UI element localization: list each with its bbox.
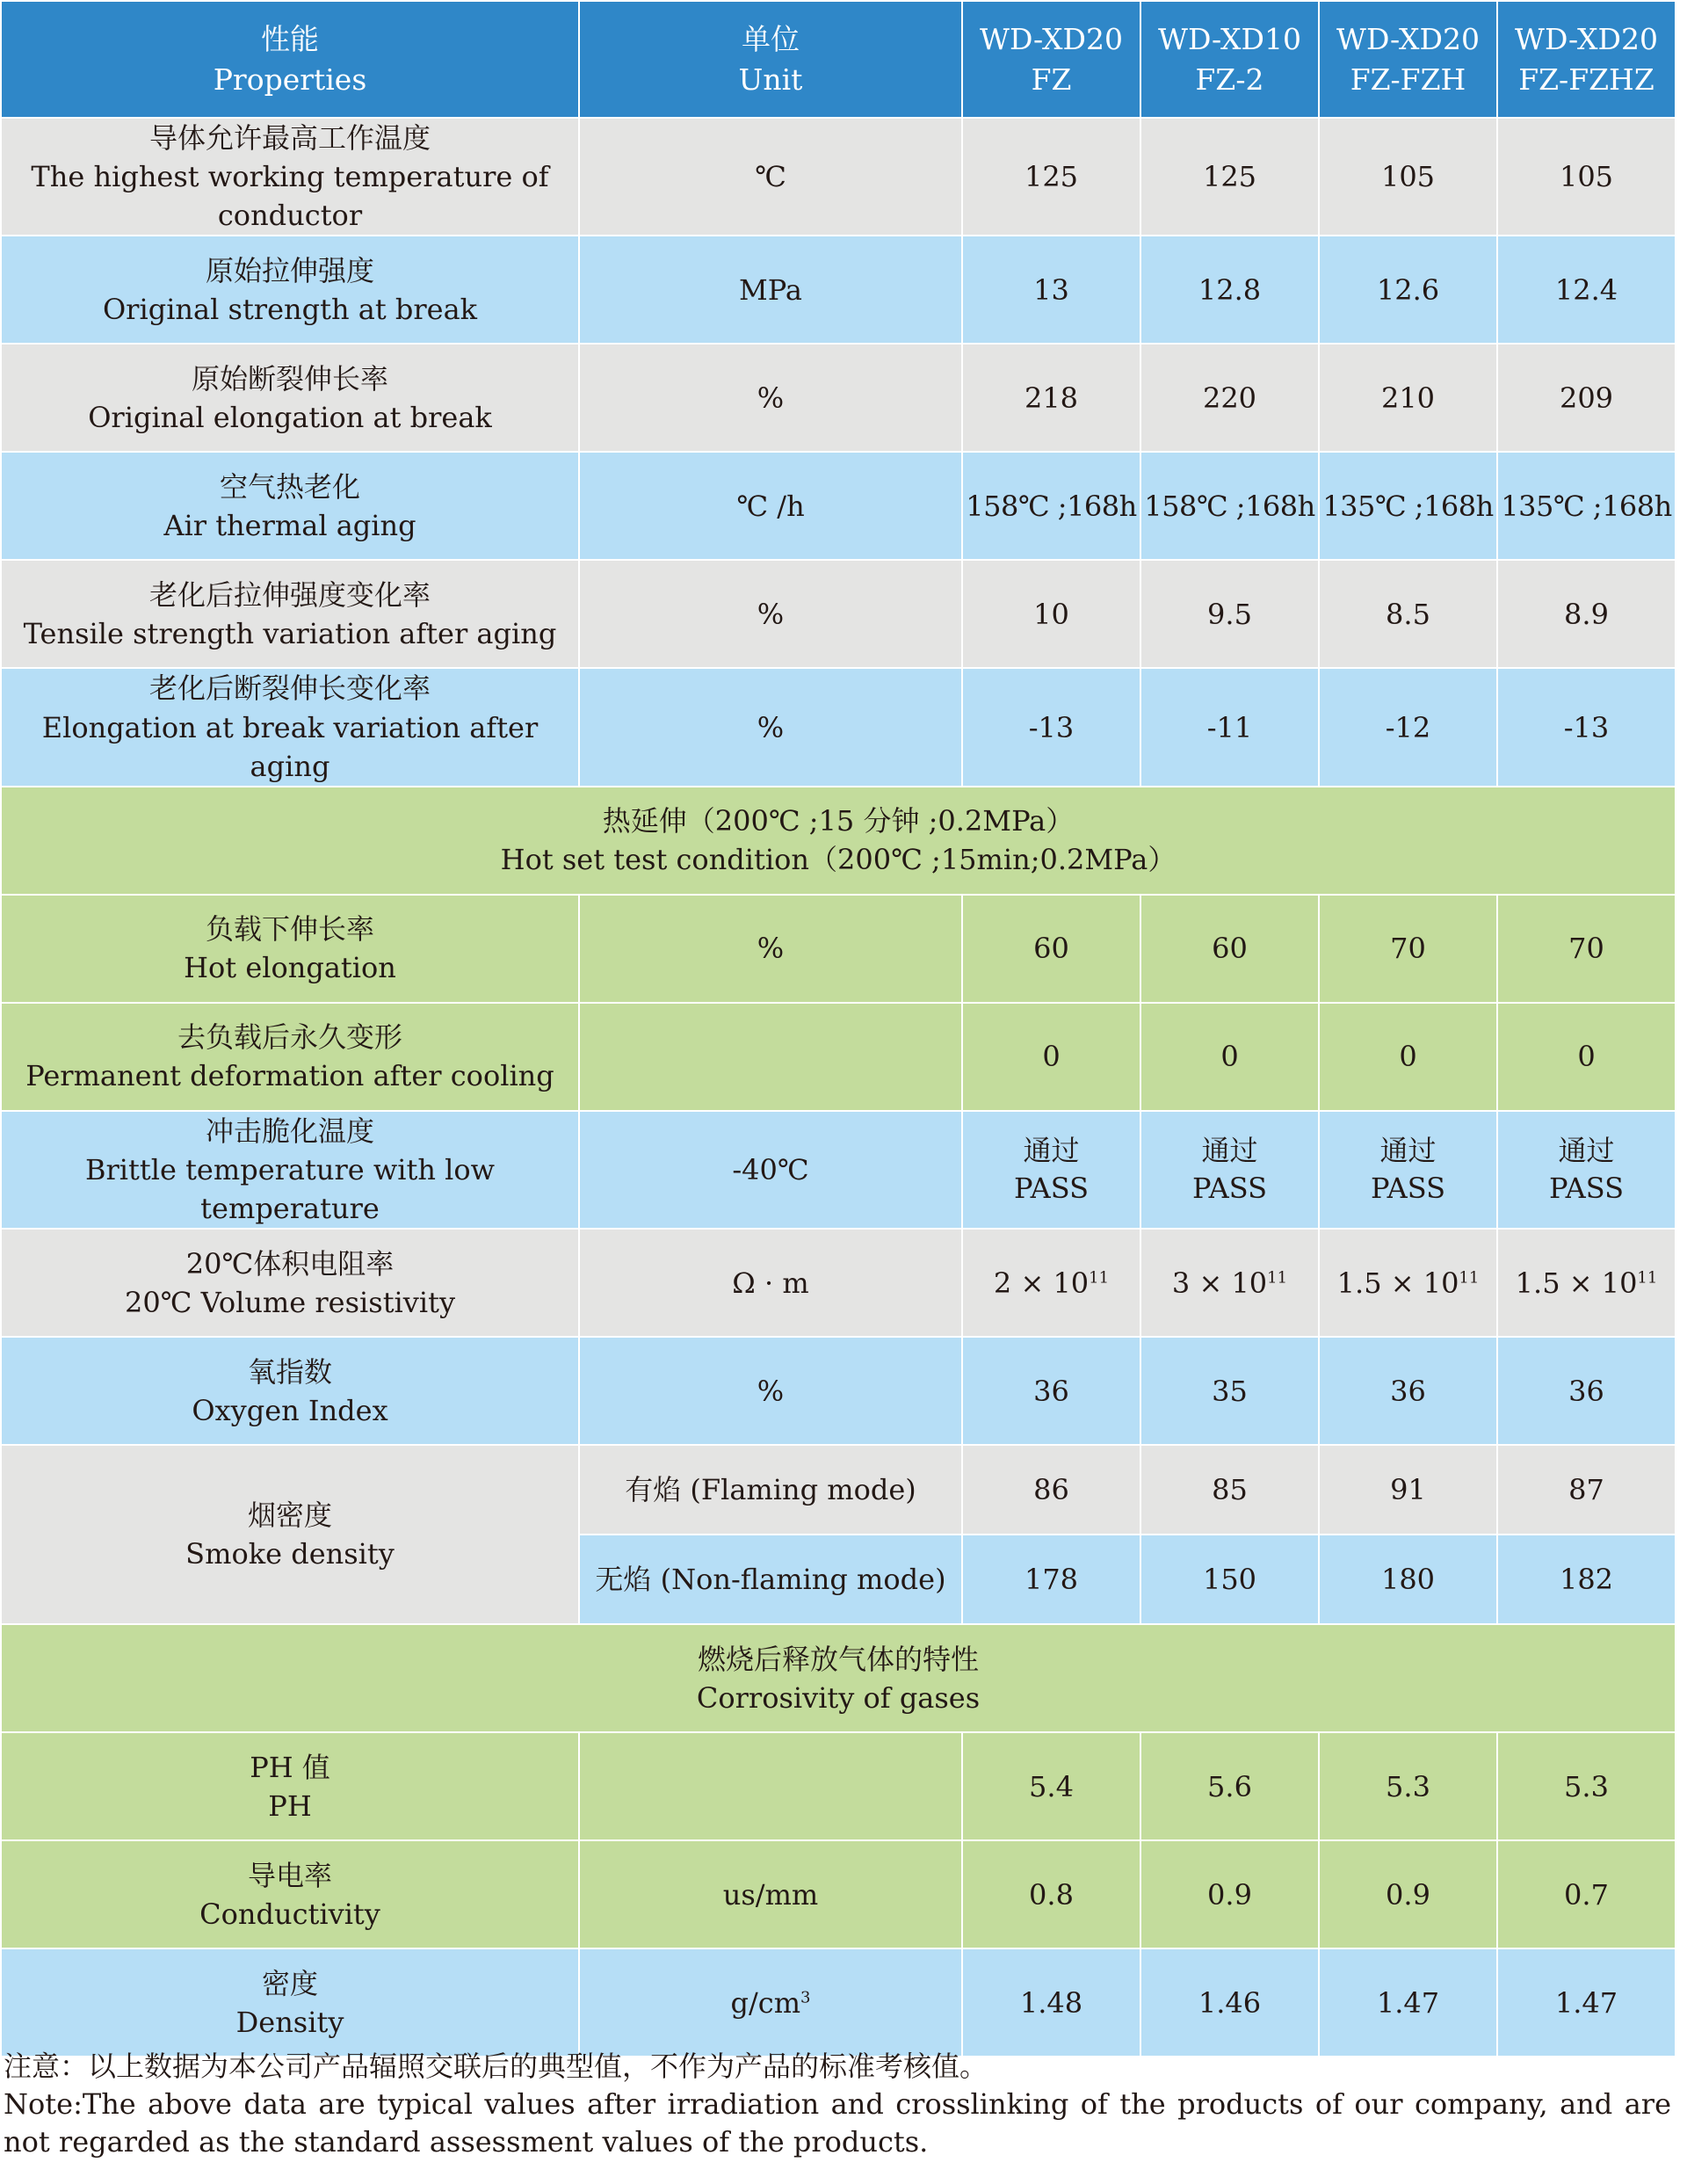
hot-set-title-zh: 热延伸（200℃ ;15 分钟 ;0.2MPa）	[602, 804, 1075, 838]
table-row	[1, 1732, 1676, 1840]
value-cell: 0.7	[1497, 1840, 1676, 1948]
value-text: 158℃ ;168h	[1144, 489, 1315, 523]
value-cell: 125	[962, 118, 1140, 236]
value-cell: 220	[1140, 344, 1319, 452]
property-name	[1, 452, 579, 560]
property-name-en: Tensile strength variation after aging	[23, 616, 557, 650]
property-name-en: Elongation at break variation after aging	[41, 710, 539, 783]
value-cell	[1140, 1111, 1319, 1229]
value-cell: 36	[1319, 1337, 1497, 1445]
property-name	[1, 1003, 579, 1111]
unit-cell: %	[579, 668, 962, 786]
property-name-zh: 密度	[261, 1966, 318, 2000]
value-cell: 105	[1497, 118, 1676, 236]
model-1-line-2: FZ	[1031, 62, 1072, 97]
value-cell: 86	[962, 1445, 1140, 1535]
header-model-2	[1140, 1, 1319, 118]
property-name-zh: 去负载后永久变形	[177, 1020, 402, 1055]
value-cell: 125	[1140, 118, 1319, 236]
value-cell	[1140, 1229, 1319, 1337]
model-1-line-1: WD-XD20	[980, 21, 1123, 56]
value-cell: 0	[1319, 1003, 1497, 1111]
property-name-zh: 老化后拉伸强度变化率	[148, 577, 431, 612]
property-name-zh: 原始拉伸强度	[205, 253, 374, 287]
value-cell: 1.47	[1319, 1948, 1497, 2057]
value-cell	[1319, 1229, 1497, 1337]
property-name	[1, 118, 579, 236]
property-name	[1, 236, 579, 344]
value-cell: 1.48	[962, 1948, 1140, 2057]
value-cell	[1497, 1111, 1676, 1229]
property-name-en: Air thermal aging	[163, 508, 416, 542]
property-name	[1, 560, 579, 668]
property-name-en: Permanent deformation after cooling	[25, 1059, 554, 1093]
header-unit-zh: 单位	[742, 21, 800, 56]
property-name-en: Original elongation at break	[88, 400, 492, 434]
value-cell: 35	[1140, 1337, 1319, 1445]
value-cell: 60	[962, 895, 1140, 1003]
table-row	[1, 1840, 1676, 1948]
property-name-zh: 导电率	[247, 1858, 332, 1892]
value-base: 1.5 × 10	[1336, 1266, 1459, 1300]
value-cell: 12.4	[1497, 236, 1676, 344]
value-cell: -13	[1497, 668, 1676, 786]
value-cell: 210	[1319, 344, 1497, 452]
property-name-zh: 老化后断裂伸长变化率	[148, 671, 431, 706]
property-name-en: The highest working temperature of conductor	[31, 160, 549, 233]
value-cell: 85	[1140, 1445, 1319, 1535]
value-cell: 182	[1497, 1535, 1676, 1624]
value-cell: 1.47	[1497, 1948, 1676, 2057]
value-cell: 5.6	[1140, 1732, 1319, 1840]
property-name-en: Conductivity	[199, 1897, 380, 1931]
section-header-gases	[1, 1624, 1676, 1732]
table-row	[1, 118, 1676, 236]
value-cell: -12	[1319, 668, 1497, 786]
value-cell: 150	[1140, 1535, 1319, 1624]
value-cell: 5.3	[1497, 1732, 1676, 1840]
pass-en: PASS	[1371, 1172, 1445, 1206]
value-cell	[1497, 452, 1676, 560]
value-cell: 12.8	[1140, 236, 1319, 344]
table-row	[1, 560, 1676, 668]
value-cell	[962, 1229, 1140, 1337]
value-cell	[962, 1111, 1140, 1229]
value-cell: -13	[962, 668, 1140, 786]
property-name-zh: PH 值	[250, 1750, 330, 1784]
unit-cell: ℃	[579, 118, 962, 236]
unit-exponent: 3	[800, 1988, 811, 2007]
unit-cell: %	[579, 344, 962, 452]
value-cell: 0	[1140, 1003, 1319, 1111]
property-name-zh: 导体允许最高工作温度	[148, 121, 431, 155]
unit-cell: Ω · m	[579, 1229, 962, 1337]
property-name-zh: 负载下伸长率	[205, 912, 374, 947]
value-cell: 13	[962, 236, 1140, 344]
gases-title	[1, 1624, 1676, 1732]
value-cell: 180	[1319, 1535, 1497, 1624]
table-row	[1, 452, 1676, 560]
value-cell	[1140, 452, 1319, 560]
header-properties-en: Properties	[213, 62, 367, 97]
value-exponent: 11	[1637, 1268, 1658, 1288]
value-exponent: 11	[1459, 1268, 1480, 1288]
header-model-4	[1497, 1, 1676, 118]
header-unit	[579, 1, 962, 118]
value-cell: 5.3	[1319, 1732, 1497, 1840]
section-header-hot-set	[1, 787, 1676, 895]
gases-title-zh: 燃烧后释放气体的特性	[697, 1642, 979, 1676]
property-name-en: Brittle temperature with low temperature	[84, 1153, 496, 1226]
value-cell: 0	[1497, 1003, 1676, 1111]
header-unit-en: Unit	[738, 62, 803, 97]
unit-base: g/cm	[730, 1985, 801, 2020]
model-4-line-1: WD-XD20	[1515, 21, 1658, 56]
value-cell: 12.6	[1319, 236, 1497, 344]
table-row	[1, 1445, 1676, 1535]
model-3-line-1: WD-XD20	[1336, 21, 1480, 56]
value-cell: 105	[1319, 118, 1497, 236]
property-name	[1, 1229, 579, 1337]
unit-cell: %	[579, 895, 962, 1003]
model-4-line-2: FZ-FZHZ	[1518, 62, 1654, 97]
header-row	[1, 1, 1676, 118]
property-name	[1, 1111, 579, 1229]
value-cell: 8.9	[1497, 560, 1676, 668]
value-cell: 87	[1497, 1445, 1676, 1535]
value-text: 135℃ ;168h	[1322, 489, 1494, 523]
value-cell: 0	[962, 1003, 1140, 1111]
value-cell: 209	[1497, 344, 1676, 452]
value-cell: 10	[962, 560, 1140, 668]
unit-cell	[579, 1948, 962, 2057]
unit-cell: MPa	[579, 236, 962, 344]
property-name	[1, 895, 579, 1003]
value-cell: 91	[1319, 1445, 1497, 1535]
gases-title-en: Corrosivity of gases	[696, 1680, 981, 1715]
value-cell: 218	[962, 344, 1140, 452]
property-name	[1, 1840, 579, 1948]
value-cell: 178	[962, 1535, 1140, 1624]
value-exponent: 11	[1089, 1268, 1110, 1288]
property-name-en: Density	[235, 2005, 344, 2039]
unit-cell: %	[579, 560, 962, 668]
table-row	[1, 1337, 1676, 1445]
value-cell: 36	[962, 1337, 1140, 1445]
value-base: 1.5 × 10	[1515, 1266, 1638, 1300]
value-exponent: 11	[1267, 1268, 1288, 1288]
value-cell: 0.9	[1319, 1840, 1497, 1948]
value-text: 135℃ ;168h	[1501, 489, 1672, 523]
hot-set-title-en: Hot set test condition（200℃ ;15min;0.2MPa）	[500, 843, 1177, 877]
table-row	[1, 668, 1676, 786]
property-name	[1, 668, 579, 786]
property-name-en: Hot elongation	[184, 951, 396, 985]
table-row	[1, 236, 1676, 344]
property-name-en: Smoke density	[185, 1537, 395, 1571]
table-row	[1, 1948, 1676, 2057]
pass-en: PASS	[1014, 1172, 1089, 1206]
value-cell: 1.46	[1140, 1948, 1319, 2057]
unit-cell	[579, 1003, 962, 1111]
table-row	[1, 895, 1676, 1003]
pass-zh: 通过	[1558, 1133, 1615, 1167]
table-row	[1, 1003, 1676, 1111]
property-name-en: Original strength at break	[102, 292, 478, 326]
value-cell	[1497, 1229, 1676, 1337]
property-name-zh: 20℃体积电阻率	[185, 1246, 395, 1281]
value-cell: 0.8	[962, 1840, 1140, 1948]
unit-cell: -40℃	[579, 1111, 962, 1229]
property-name-en: 20℃ Volume resistivity	[124, 1285, 456, 1319]
footnote	[4, 2048, 1671, 2161]
property-name	[1, 1948, 579, 2057]
value-cell: 70	[1497, 895, 1676, 1003]
unit-cell	[579, 1732, 962, 1840]
value-base: 2 × 10	[993, 1266, 1090, 1300]
value-cell: -11	[1140, 668, 1319, 786]
pass-zh: 通过	[1023, 1133, 1080, 1167]
table-row	[1, 344, 1676, 452]
value-cell: 5.4	[962, 1732, 1140, 1840]
property-name-en: PH	[268, 1789, 312, 1823]
property-name	[1, 1445, 579, 1624]
value-cell: 0.9	[1140, 1840, 1319, 1948]
unit-cell: %	[579, 1337, 962, 1445]
unit-cell: us/mm	[579, 1840, 962, 1948]
header-model-1	[962, 1, 1140, 118]
pass-zh: 通过	[1201, 1133, 1258, 1167]
pass-en: PASS	[1549, 1172, 1624, 1206]
value-cell: 8.5	[1319, 560, 1497, 668]
footnote-zh: 注意：以上数据为本公司产品辐照交联后的典型值，不作为产品的标准考核值。	[4, 2050, 988, 2083]
value-cell: 36	[1497, 1337, 1676, 1445]
table-row	[1, 1229, 1676, 1337]
footnote-en: Note:The above data are typical values after irradiation and crosslinking of the products of our company, and are not regarded as the standard assessment values of the products.	[4, 2087, 1671, 2159]
value-cell: 9.5	[1140, 560, 1319, 668]
header-model-3	[1319, 1, 1497, 118]
property-name-zh: 烟密度	[247, 1498, 332, 1533]
value-cell	[962, 452, 1140, 560]
unit-cell: ℃ /h	[579, 452, 962, 560]
pass-en: PASS	[1192, 1172, 1267, 1206]
value-base: 3 × 10	[1171, 1266, 1268, 1300]
value-cell	[1319, 1111, 1497, 1229]
unit-cell: 无焰 (Non-flaming mode)	[579, 1535, 962, 1624]
model-2-line-1: WD-XD10	[1158, 21, 1301, 56]
unit-cell: 有焰 (Flaming mode)	[579, 1445, 962, 1535]
property-name-zh: 空气热老化	[219, 469, 360, 504]
property-name-zh: 原始断裂伸长率	[191, 361, 388, 395]
model-3-line-2: FZ-FZH	[1350, 62, 1466, 97]
property-name-en: Oxygen Index	[192, 1393, 388, 1427]
value-cell: 70	[1319, 895, 1497, 1003]
property-name-zh: 冲击脆化温度	[205, 1114, 374, 1148]
model-2-line-2: FZ-2	[1195, 62, 1264, 97]
value-text: 158℃ ;168h	[966, 489, 1137, 523]
value-cell	[1319, 452, 1497, 560]
header-properties	[1, 1, 579, 118]
property-name-zh: 氧指数	[247, 1354, 332, 1389]
value-cell: 60	[1140, 895, 1319, 1003]
hot-set-title	[1, 787, 1676, 895]
property-name	[1, 344, 579, 452]
property-name	[1, 1337, 579, 1445]
table-row	[1, 1111, 1676, 1229]
pass-zh: 通过	[1379, 1133, 1437, 1167]
header-properties-zh: 性能	[261, 21, 319, 56]
property-name	[1, 1732, 579, 1840]
